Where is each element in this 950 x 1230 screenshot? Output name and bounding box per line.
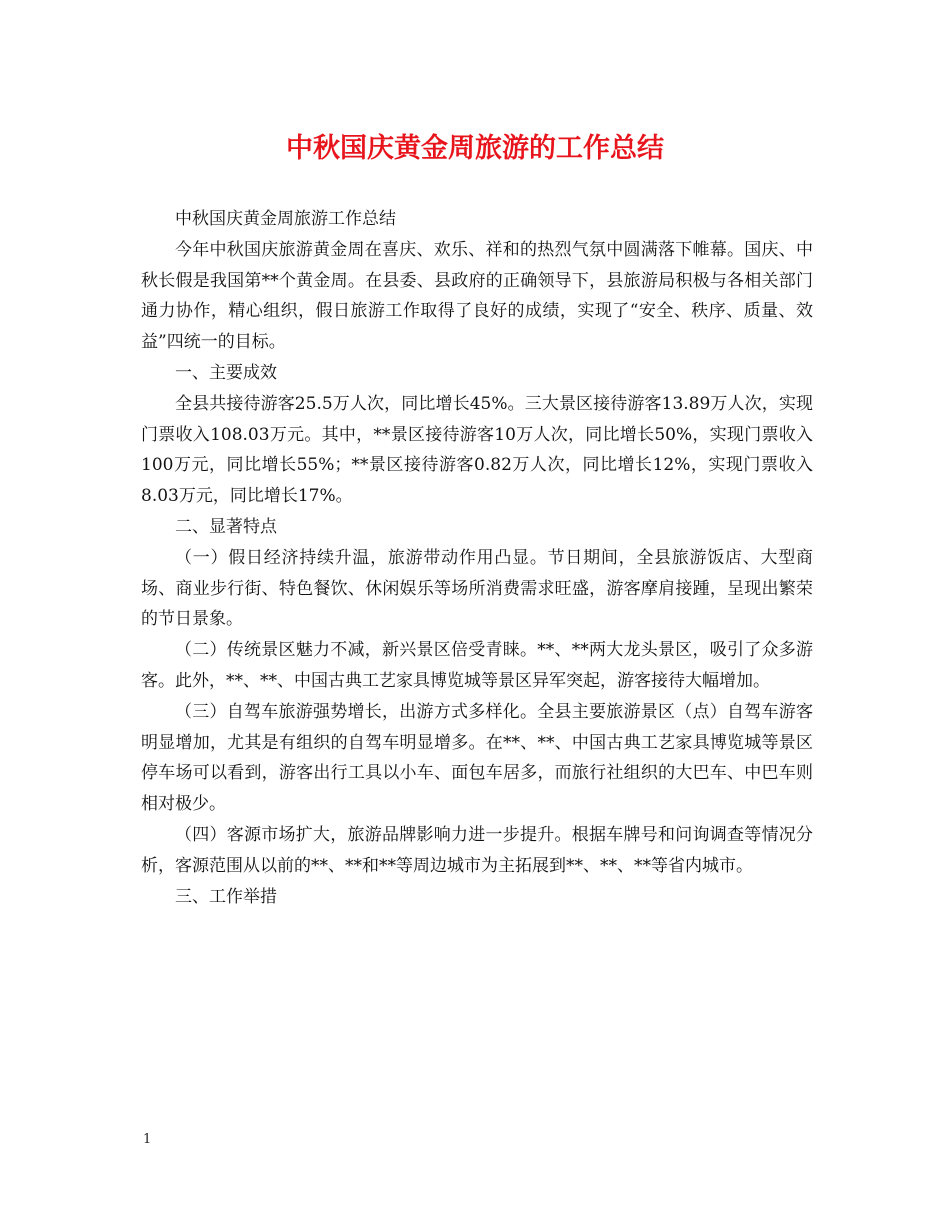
paragraph: （四）客源市场扩大，旅游品牌影响力进一步提升。根据车牌号和问询调查等情况分析，客源范围从以前的**、**和**等周边城市为主拓展到**、**、**等省内城市。 (141, 824, 813, 876)
page-number: 1 (143, 1132, 152, 1147)
section-heading: 一、主要成效 (175, 362, 277, 383)
paragraph: （二）传统景区魅力不减，新兴景区倍受青睐。**、**两大龙头景区，吸引了众多游客。此外，**、**、中国古典工艺家具博览城等景区异军突起，游客接待大幅增加。 (141, 640, 813, 691)
document-body (141, 204, 813, 912)
paragraph: （三）自驾车旅游强势增长，出游方式多样化。全县主要旅游景区（点）自驾车游客明显增加，尤其是有组织的自驾车明显增多。在**、**、中国古典工艺家具博览城等景区停车场可以看到，游客出行工具以小车、面包车居多，而旅行社组织的大巴车、中巴车则相对极少。 (141, 701, 813, 815)
paragraph: 中秋国庆黄金周旅游工作总结 (175, 209, 396, 229)
section-heading: 二、显著特点 (175, 516, 277, 537)
paragraph: 全县共接待游客25.5万人次，同比增长45%。三大景区接待游客13.89万人次，实现门票收入108.03万元。其中，**景区接待游客10万人次，同比增长50%，实现门票收入100万元，同比增长55%；**景区接待游客0.82万人次，同比增长12%，实现门票收入8.03万元，同比增长17%。 (141, 393, 813, 507)
section-heading: 三、工作举措 (175, 886, 277, 907)
document-title: 中秋国庆黄金周旅游的工作总结 (286, 133, 664, 164)
paragraph: 今年中秋国庆旅游黄金周在喜庆、欢乐、祥和的热烈气氛中圆满落下帷幕。国庆、中秋长假是我国第**个黄金周。在县委、县政府的正确领导下，县旅游局积极与各相关部门通力协作，精心组织，假日旅游工作取得了良好的成绩，实现了“安全、秩序、质量、效益”四统一的目标。 (141, 239, 813, 353)
paragraph: （一）假日经济持续升温，旅游带动作用凸显。节日期间，全县旅游饭店、大型商场、商业步行街、特色餐饮、休闲娱乐等场所消费需求旺盛，游客摩肩接踵，呈现出繁荣的节日景象。 (141, 547, 813, 630)
